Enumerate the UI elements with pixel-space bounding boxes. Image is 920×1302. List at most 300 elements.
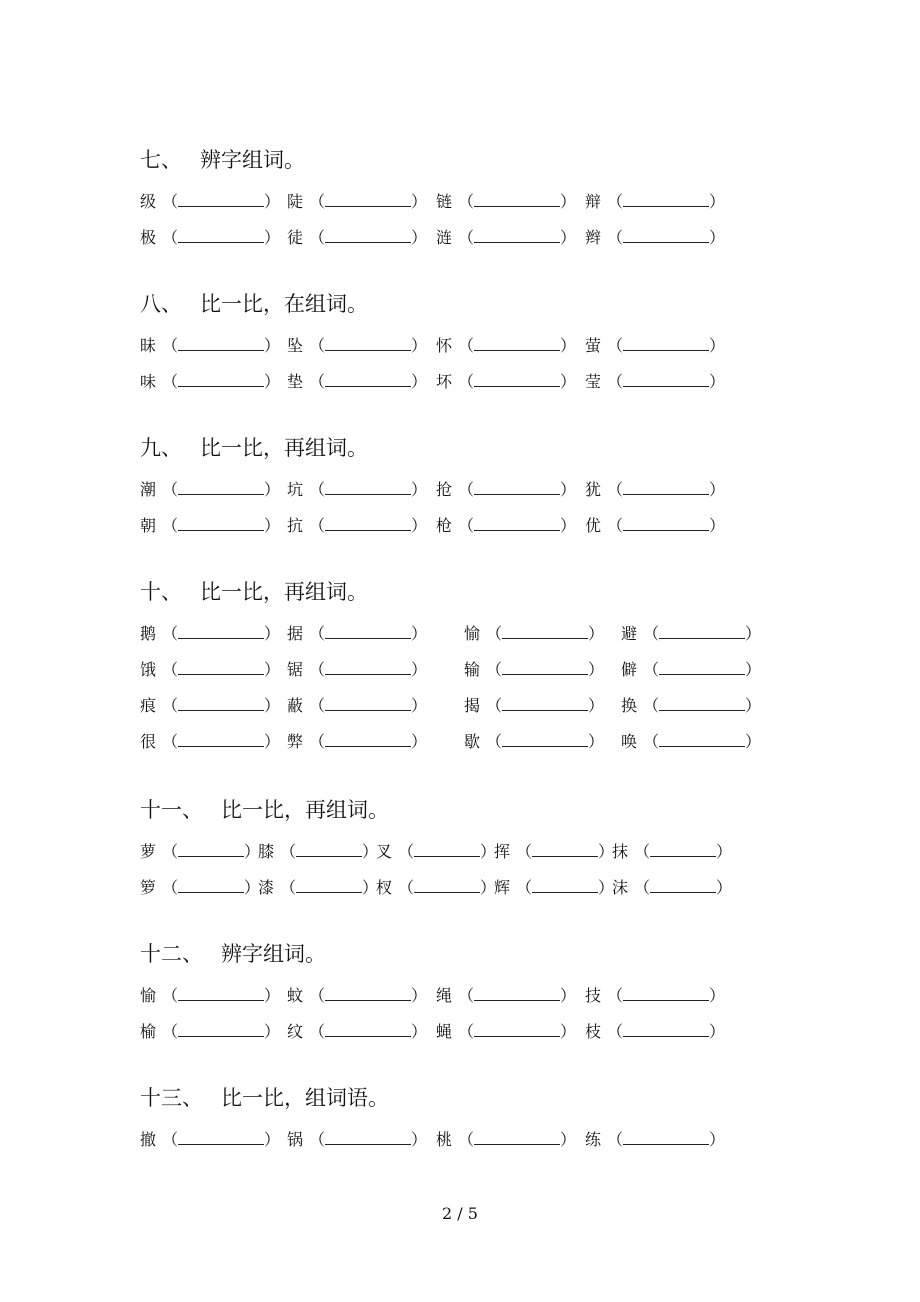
word-row [140, 334, 760, 358]
open-paren: （ [458, 1130, 475, 1149]
character: 朝 [140, 516, 157, 535]
character: 怀 [436, 336, 453, 355]
character: 鹅 [140, 624, 157, 643]
answer-blank[interactable] [474, 228, 560, 243]
open-paren: （ [643, 732, 660, 751]
open-paren: （ [643, 624, 660, 643]
close-paren: ） [709, 1130, 726, 1149]
word-item [585, 370, 725, 394]
character: 箩 [140, 878, 157, 897]
close-paren: ） [709, 480, 726, 499]
word-item [287, 694, 427, 718]
answer-blank[interactable] [325, 1022, 411, 1037]
open-paren: （ [607, 480, 624, 499]
close-paren: ） [411, 372, 428, 391]
close-paren: ） [709, 986, 726, 1005]
answer-blank[interactable] [659, 624, 745, 639]
answer-blank[interactable] [325, 372, 411, 387]
word-item [376, 876, 496, 900]
word-item [585, 190, 725, 214]
character: 坠 [287, 336, 304, 355]
open-paren: （ [162, 516, 179, 535]
answer-blank[interactable] [659, 732, 745, 747]
open-paren: （ [162, 480, 179, 499]
close-paren: ） [264, 228, 281, 247]
close-paren: ） [709, 516, 726, 535]
close-paren: ） [264, 336, 281, 355]
open-paren: （ [162, 372, 179, 391]
word-item [258, 840, 378, 864]
close-paren: ） [709, 192, 726, 211]
open-paren: （ [607, 228, 624, 247]
answer-blank[interactable] [178, 228, 264, 243]
exercise-section [140, 290, 726, 391]
word-item [140, 190, 280, 214]
close-paren: ） [716, 842, 733, 861]
open-paren: （ [486, 624, 503, 643]
word-item [585, 334, 725, 358]
character: 据 [287, 624, 304, 643]
answer-blank[interactable] [178, 660, 264, 675]
open-paren: （ [458, 336, 475, 355]
close-paren: ） [264, 1130, 281, 1149]
character: 杈 [376, 878, 393, 897]
answer-blank[interactable] [325, 660, 411, 675]
word-item [585, 984, 725, 1008]
word-item [436, 514, 576, 538]
answer-blank[interactable] [178, 1022, 264, 1037]
answer-blank[interactable] [650, 878, 716, 893]
character: 莹 [585, 372, 602, 391]
open-paren: （ [162, 842, 179, 861]
answer-blank[interactable] [623, 516, 709, 531]
close-paren: ） [264, 480, 281, 499]
answer-blank[interactable] [474, 192, 560, 207]
exercise-section [140, 1084, 726, 1149]
word-item [585, 226, 725, 250]
word-item [436, 478, 576, 502]
exercise-section [140, 578, 762, 751]
open-paren: （ [486, 660, 503, 679]
answer-blank[interactable] [623, 1022, 709, 1037]
close-paren: ） [411, 660, 428, 679]
answer-blank[interactable] [623, 192, 709, 207]
answer-blank[interactable] [474, 986, 560, 1001]
close-paren: ） [560, 986, 577, 1005]
character: 弊 [287, 732, 304, 751]
answer-blank[interactable] [325, 696, 411, 711]
answer-blank[interactable] [623, 480, 709, 495]
word-item [621, 622, 761, 646]
close-paren: ） [264, 1022, 281, 1041]
open-paren: （ [309, 336, 326, 355]
answer-blank[interactable] [474, 480, 560, 495]
answer-blank[interactable] [502, 696, 588, 711]
section-title: 比一比，组词语。 [221, 1086, 389, 1110]
character: 辫 [585, 228, 602, 247]
close-paren: ） [560, 516, 577, 535]
word-item [436, 984, 576, 1008]
word-item [287, 1128, 427, 1152]
answer-blank[interactable] [325, 336, 411, 351]
answer-blank[interactable] [178, 192, 264, 207]
word-item [140, 694, 280, 718]
word-row [140, 876, 760, 900]
word-item [140, 514, 280, 538]
open-paren: （ [607, 986, 624, 1005]
page-number: 2 / 5 [442, 1204, 478, 1223]
character: 坏 [436, 372, 453, 391]
open-paren: （ [458, 192, 475, 211]
word-row [140, 622, 760, 646]
word-item [436, 334, 576, 358]
section-title: 比一比，在组词。 [200, 292, 368, 316]
word-item [464, 658, 604, 682]
word-item [287, 1020, 427, 1044]
word-row [140, 730, 760, 754]
open-paren: （ [309, 732, 326, 751]
close-paren: ） [264, 372, 281, 391]
close-paren: ） [588, 660, 605, 679]
close-paren: ） [411, 516, 428, 535]
word-item [140, 730, 280, 754]
open-paren: （ [162, 1022, 179, 1041]
answer-blank[interactable] [325, 516, 411, 531]
answer-blank[interactable] [178, 372, 264, 387]
word-item [376, 840, 496, 864]
answer-blank[interactable] [178, 842, 244, 857]
close-paren: ） [264, 516, 281, 535]
word-item [287, 622, 427, 646]
close-paren: ） [411, 228, 428, 247]
open-paren: （ [162, 660, 179, 679]
answer-blank[interactable] [296, 878, 362, 893]
word-item [140, 876, 260, 900]
section-heading [140, 146, 305, 174]
open-paren: （ [309, 624, 326, 643]
answer-blank[interactable] [325, 624, 411, 639]
answer-blank[interactable] [650, 842, 716, 857]
character: 极 [140, 228, 157, 247]
open-paren: （ [398, 842, 415, 861]
answer-blank[interactable] [659, 660, 745, 675]
word-item [585, 1020, 725, 1044]
character: 叉 [376, 842, 393, 861]
answer-blank[interactable] [623, 228, 709, 243]
close-paren: ） [560, 1022, 577, 1041]
close-paren: ） [709, 336, 726, 355]
character: 链 [436, 192, 453, 211]
character: 垫 [287, 372, 304, 391]
answer-blank[interactable] [532, 842, 598, 857]
close-paren: ） [244, 842, 261, 861]
close-paren: ） [362, 842, 379, 861]
close-paren: ） [588, 624, 605, 643]
answer-blank[interactable] [623, 986, 709, 1001]
close-paren: ） [411, 1130, 428, 1149]
word-item [612, 876, 732, 900]
open-paren: （ [162, 336, 179, 355]
character: 蝇 [436, 1022, 453, 1041]
word-item [140, 984, 280, 1008]
answer-blank[interactable] [178, 1130, 264, 1145]
character: 漆 [258, 878, 275, 897]
word-item [140, 622, 280, 646]
section-title: 比一比，再组词。 [221, 798, 389, 822]
section-heading [140, 290, 368, 318]
word-item [464, 730, 604, 754]
close-paren: ） [411, 480, 428, 499]
word-item [140, 658, 280, 682]
section-heading [140, 940, 326, 968]
section-number: 十二、 [140, 942, 203, 966]
answer-blank[interactable] [178, 878, 244, 893]
word-row [140, 370, 760, 394]
character: 犹 [585, 480, 602, 499]
character: 避 [621, 624, 638, 643]
word-item [612, 840, 732, 864]
open-paren: （ [398, 878, 415, 897]
word-item [585, 478, 725, 502]
section-number: 十一、 [140, 798, 203, 822]
open-paren: （ [634, 842, 651, 861]
answer-blank[interactable] [178, 732, 264, 747]
section-title: 比一比，再组词。 [200, 436, 368, 460]
open-paren: （ [162, 986, 179, 1005]
character: 沫 [612, 878, 629, 897]
open-paren: （ [162, 624, 179, 643]
section-title: 比一比，再组词。 [200, 580, 368, 604]
close-paren: ） [411, 624, 428, 643]
answer-blank[interactable] [325, 1130, 411, 1145]
close-paren: ） [362, 878, 379, 897]
open-paren: （ [607, 1130, 624, 1149]
close-paren: ） [411, 986, 428, 1005]
open-paren: （ [309, 986, 326, 1005]
answer-blank[interactable] [296, 842, 362, 857]
close-paren: ） [264, 192, 281, 211]
open-paren: （ [486, 732, 503, 751]
answer-blank[interactable] [502, 732, 588, 747]
character: 揭 [464, 696, 481, 715]
answer-blank[interactable] [502, 624, 588, 639]
close-paren: ） [716, 878, 733, 897]
answer-blank[interactable] [474, 1022, 560, 1037]
exercise-section [140, 796, 733, 897]
answer-blank[interactable] [414, 878, 480, 893]
answer-blank[interactable] [474, 1130, 560, 1145]
section-title: 辨字组词。 [221, 942, 326, 966]
word-row [140, 694, 760, 718]
open-paren: （ [458, 986, 475, 1005]
answer-blank[interactable] [178, 480, 264, 495]
close-paren: ） [264, 732, 281, 751]
close-paren: ） [745, 624, 762, 643]
word-row [140, 658, 760, 682]
word-item [287, 334, 427, 358]
character: 涟 [436, 228, 453, 247]
character: 唤 [621, 732, 638, 751]
word-item [140, 840, 260, 864]
close-paren: ） [560, 336, 577, 355]
character: 榆 [140, 1022, 157, 1041]
word-item [585, 514, 725, 538]
character: 抹 [612, 842, 629, 861]
open-paren: （ [162, 878, 179, 897]
word-row [140, 840, 760, 864]
answer-blank[interactable] [532, 878, 598, 893]
character: 昧 [140, 336, 157, 355]
character: 优 [585, 516, 602, 535]
word-item [287, 730, 427, 754]
open-paren: （ [516, 842, 533, 861]
answer-blank[interactable] [325, 192, 411, 207]
answer-blank[interactable] [178, 986, 264, 1001]
answer-blank[interactable] [474, 372, 560, 387]
word-item [287, 478, 427, 502]
word-row [140, 226, 760, 250]
character: 抢 [436, 480, 453, 499]
answer-blank[interactable] [325, 480, 411, 495]
word-item [287, 190, 427, 214]
answer-blank[interactable] [474, 516, 560, 531]
close-paren: ） [560, 192, 577, 211]
open-paren: （ [458, 480, 475, 499]
close-paren: ） [588, 732, 605, 751]
open-paren: （ [607, 372, 624, 391]
close-paren: ） [560, 1130, 577, 1149]
open-paren: （ [486, 696, 503, 715]
answer-blank[interactable] [623, 1130, 709, 1145]
word-item [140, 334, 280, 358]
word-item [585, 1128, 725, 1152]
character: 练 [585, 1130, 602, 1149]
word-item [140, 478, 280, 502]
open-paren: （ [643, 660, 660, 679]
open-paren: （ [643, 696, 660, 715]
answer-blank[interactable] [178, 336, 264, 351]
close-paren: ） [264, 696, 281, 715]
character: 歇 [464, 732, 481, 751]
character: 纹 [287, 1022, 304, 1041]
character: 换 [621, 696, 638, 715]
answer-blank[interactable] [623, 336, 709, 351]
open-paren: （ [516, 878, 533, 897]
answer-blank[interactable] [414, 842, 480, 857]
close-paren: ） [560, 480, 577, 499]
character: 潮 [140, 480, 157, 499]
open-paren: （ [607, 516, 624, 535]
character: 坑 [287, 480, 304, 499]
open-paren: （ [458, 516, 475, 535]
answer-blank[interactable] [178, 624, 264, 639]
close-paren: ） [560, 228, 577, 247]
answer-blank[interactable] [659, 696, 745, 711]
character: 饿 [140, 660, 157, 679]
character: 萤 [585, 336, 602, 355]
open-paren: （ [162, 1130, 179, 1149]
character: 抗 [287, 516, 304, 535]
open-paren: （ [309, 480, 326, 499]
section-title: 辨字组词。 [200, 148, 305, 172]
open-paren: （ [162, 696, 179, 715]
section-number: 七、 [140, 148, 182, 172]
character: 蔽 [287, 696, 304, 715]
word-item [621, 730, 761, 754]
character: 辩 [585, 192, 602, 211]
word-item [287, 370, 427, 394]
open-paren: （ [607, 1022, 624, 1041]
answer-blank[interactable] [474, 336, 560, 351]
character: 膝 [258, 842, 275, 861]
word-item [436, 1020, 576, 1044]
close-paren: ） [411, 336, 428, 355]
close-paren: ） [745, 696, 762, 715]
answer-blank[interactable] [178, 696, 264, 711]
section-heading [140, 1084, 389, 1112]
character: 蚊 [287, 986, 304, 1005]
open-paren: （ [458, 372, 475, 391]
character: 输 [464, 660, 481, 679]
open-paren: （ [634, 878, 651, 897]
close-paren: ） [411, 1022, 428, 1041]
answer-blank[interactable] [325, 732, 411, 747]
character: 桃 [436, 1130, 453, 1149]
character: 陡 [287, 192, 304, 211]
word-item [436, 190, 576, 214]
character: 愉 [464, 624, 481, 643]
character: 味 [140, 372, 157, 391]
open-paren: （ [280, 878, 297, 897]
open-paren: （ [309, 516, 326, 535]
open-paren: （ [458, 1022, 475, 1041]
close-paren: ） [411, 696, 428, 715]
close-paren: ） [709, 1022, 726, 1041]
character: 萝 [140, 842, 157, 861]
open-paren: （ [309, 228, 326, 247]
character: 绳 [436, 986, 453, 1005]
answer-blank[interactable] [325, 228, 411, 243]
close-paren: ） [598, 842, 615, 861]
word-item [436, 226, 576, 250]
character: 辉 [494, 878, 511, 897]
open-paren: （ [280, 842, 297, 861]
exercise-section [140, 146, 726, 247]
close-paren: ） [411, 732, 428, 751]
answer-blank[interactable] [623, 372, 709, 387]
word-item [140, 226, 280, 250]
answer-blank[interactable] [178, 516, 264, 531]
word-item [287, 984, 427, 1008]
close-paren: ） [264, 986, 281, 1005]
character: 锅 [287, 1130, 304, 1149]
word-row [140, 984, 760, 1008]
word-item [464, 694, 604, 718]
close-paren: ） [264, 660, 281, 679]
answer-blank[interactable] [502, 660, 588, 675]
word-item [436, 1128, 576, 1152]
character: 技 [585, 986, 602, 1005]
open-paren: （ [162, 192, 179, 211]
character: 痕 [140, 696, 157, 715]
exercise-section [140, 434, 726, 535]
answer-blank[interactable] [325, 986, 411, 1001]
section-number: 十、 [140, 580, 182, 604]
open-paren: （ [309, 372, 326, 391]
close-paren: ） [709, 228, 726, 247]
open-paren: （ [309, 660, 326, 679]
character: 很 [140, 732, 157, 751]
